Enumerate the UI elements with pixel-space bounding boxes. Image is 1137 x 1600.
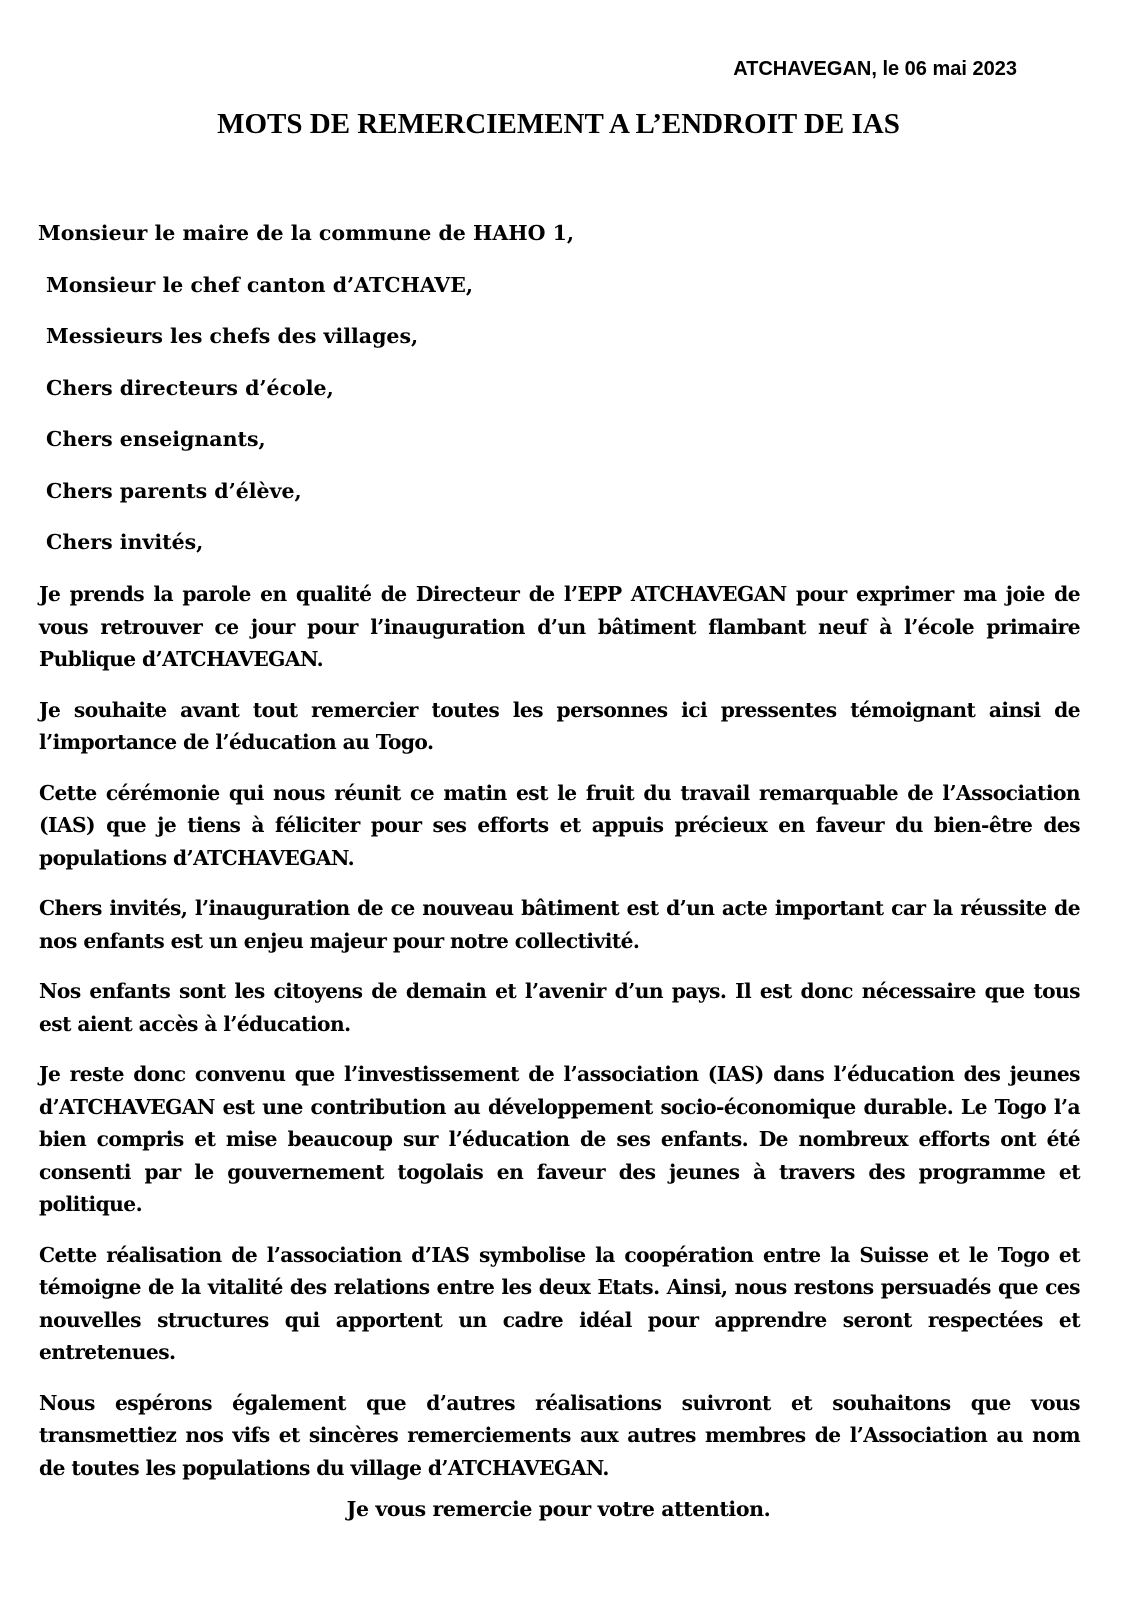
paragraph: Nos enfants sont les citoyens de demain et l’avenir d’un pays. Il est donc nécessaire que tous est aient accès à l’éducation. <box>39 979 1080 1036</box>
paragraph: Cette cérémonie qui nous réunit ce matin est le fruit du travail remarquable de l’Association (IAS) que je tiens à féliciter pour ses efforts et appuis précieux en faveur du bien-être des populations d’ATCHAVEGAN. <box>39 780 1080 870</box>
paragraph: Cette réalisation de l’association d’IAS symbolise la coopération entre la Suisse et le Togo et témoigne de la vitalité des relations entre les deux Etats. Ainsi, nous restons persuadés que ces nouvelles structures qui apportent un cadre idéal pour apprendre seront respectées et entretenues. <box>39 1242 1080 1364</box>
paragraph: Chers invités, l’inauguration de ce nouveau bâtiment est d’un acte important car la réussite de nos enfants est un enjeu majeur pour notre collectivité. <box>39 896 1080 953</box>
paragraph: Je reste donc convenu que l’investissement de l’association (IAS) dans l’éducation des jeunes d’ATCHAVEGAN est une contribution au développement socio-économique durable. Le Togo l’a bien compris et mise beaucoup sur l’éducation de ses enfants. De nombreux efforts ont été consenti par le gouvernement togolais en faveur des jeunes à travers des programme et politique. <box>39 1062 1080 1216</box>
salutations-list <box>38 219 574 580</box>
document-title: MOTS DE REMERCIEMENT A L’ENDROIT DE IAS <box>217 108 900 140</box>
salutation-line: Messieurs les chefs des villages, <box>46 324 419 348</box>
speech-body <box>39 578 1080 1502</box>
salutation-line: Chers parents d’élève, <box>46 478 302 503</box>
salutation-line: Chers invités, <box>46 530 204 554</box>
salutation-line: Chers enseignants, <box>46 427 266 451</box>
salutation-line: Monsieur le chef canton d’ATCHAVE, <box>46 272 473 297</box>
closing-line: Je vous remercie pour votre attention. <box>346 1497 771 1521</box>
paragraph: Je prends la parole en qualité de Directeur de l’EPP ATCHAVEGAN pour exprimer ma joie de vous retrouver ce jour pour l’inauguration d’un bâtiment flambant neuf à l’école primaire Publique d’ATCHAVEGAN. <box>39 582 1080 671</box>
salutation-line: Monsieur le maire de la commune de HAHO 1, <box>38 221 574 245</box>
place-date: ATCHAVEGAN, le 06 mai 2023 <box>733 58 1017 80</box>
salutation-line: Chers directeurs d’école, <box>46 375 334 400</box>
paragraph: Nous espérons également que d’autres réalisations suivront et souhaitons que vous transmettiez nos vifs et sincères remerciements aux autres membres de l’Association au nom de toutes les populations du village d’ATCHAVEGAN. <box>39 1390 1080 1480</box>
paragraph: Je souhaite avant tout remercier toutes les personnes ici pressentes témoignant ainsi de l’importance de l’éducation au Togo. <box>39 697 1080 754</box>
